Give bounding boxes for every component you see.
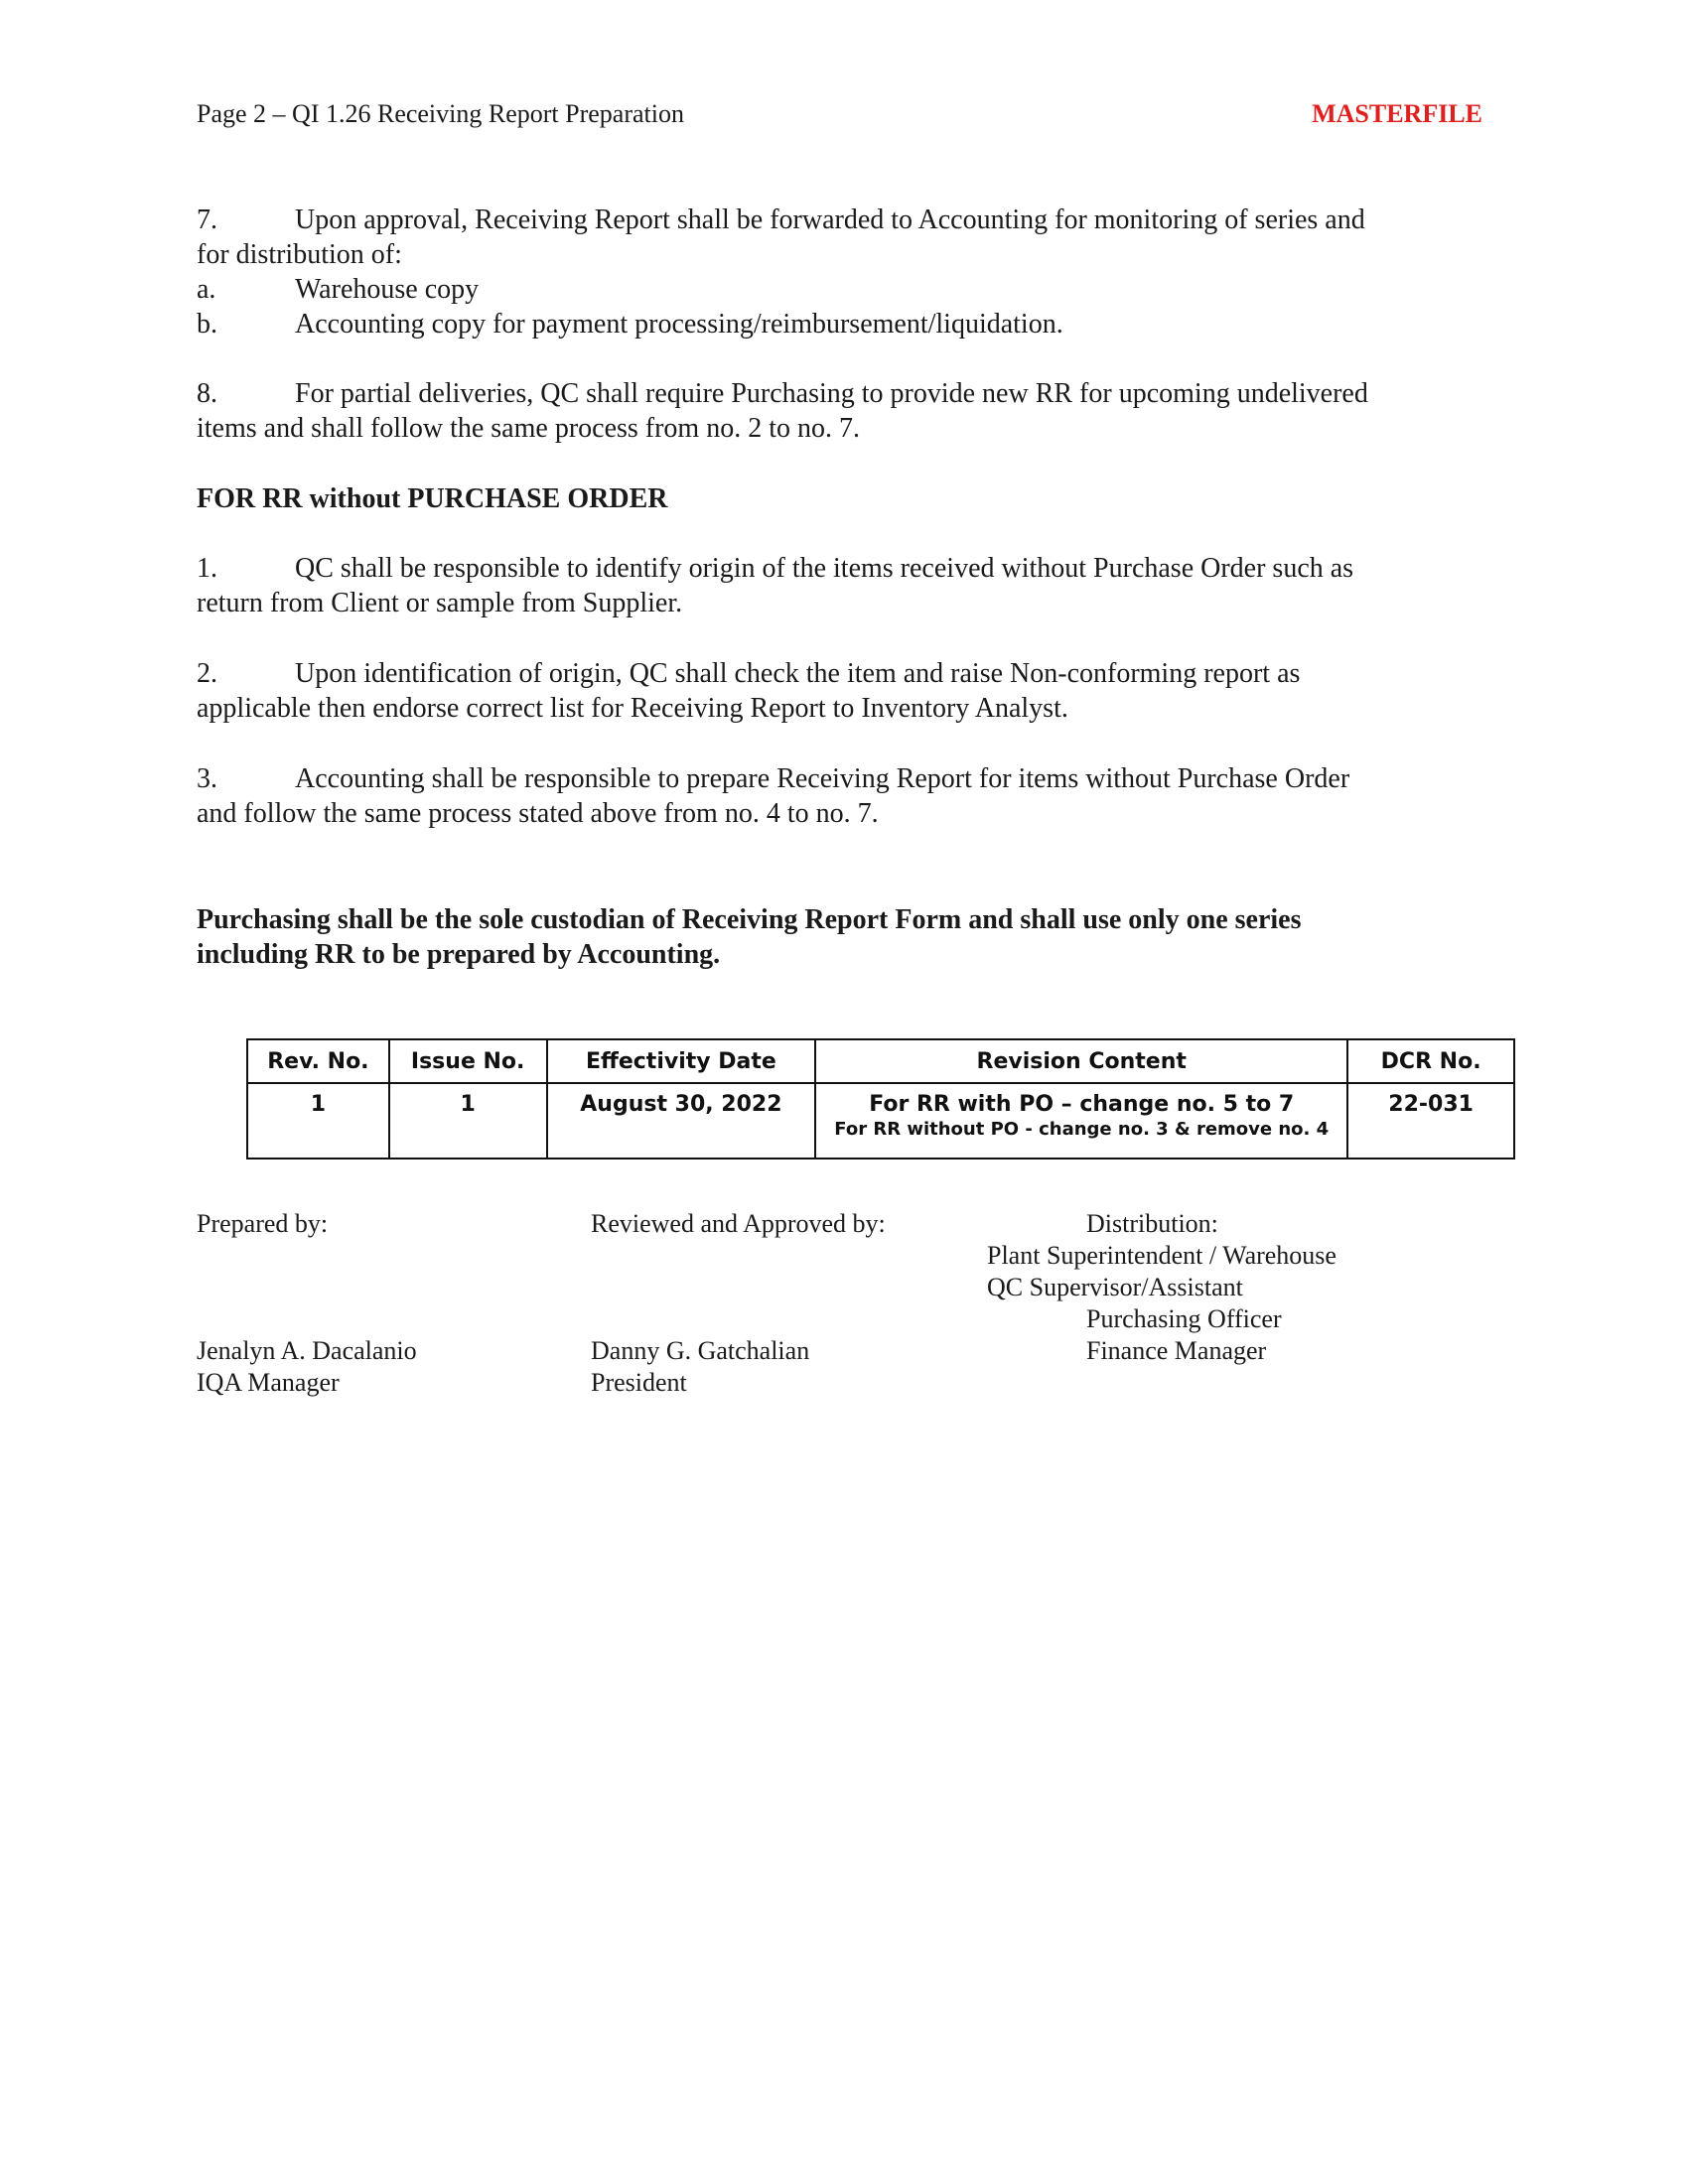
sub-item-text: Warehouse copy [295,274,480,305]
item-7 [197,203,1487,341]
header-dcr-no: DCR No. [1347,1039,1514,1083]
distribution-item: QC Supervisor/Assistant [987,1273,1243,1301]
item-number: 1. [197,553,217,584]
item-number: 2. [197,658,217,689]
table-row [247,1083,1514,1159]
cell-revision-content [815,1083,1347,1159]
without-po-item-1 [197,551,1487,620]
header-revision-content: Revision Content [815,1039,1347,1083]
reviewed-name: Danny G. Gatchalian [591,1336,810,1365]
section-heading: FOR RR without PURCHASE ORDER [197,483,668,514]
item-8 [197,376,1487,446]
page-title: Page 2 – QI 1.26 Receiving Report Preparation [197,99,684,128]
distribution-item: Finance Manager [1086,1336,1267,1365]
header-rev-no: Rev. No. [247,1039,389,1083]
item-text-continued: return from Client or sample from Supplier. [197,588,683,618]
note-line: including RR to be prepared by Accounting. [197,939,721,970]
item-number: 8. [197,378,217,409]
note-line: Purchasing shall be the sole custodian of Receiving Report Form and shall use only one series [197,904,1302,935]
distribution-item: Purchasing Officer [1086,1304,1282,1333]
page-header [197,99,1482,139]
reviewed-label: Reviewed and Approved by: [591,1209,886,1238]
prepared-title: IQA Manager [197,1368,340,1397]
sub-item-letter: a. [197,274,216,305]
header-issue-no: Issue No. [389,1039,547,1083]
cell-dcr-no: 22-031 [1347,1083,1514,1159]
prepared-name: Jenalyn A. Dacalanio [197,1336,417,1365]
header-effectivity-date: Effectivity Date [547,1039,816,1083]
item-text-continued: applicable then endorse correct list for Receiving Report to Inventory Analyst. [197,693,1068,724]
revision-content-sub: For RR without PO - change no. 3 & remove no. 4 [834,1119,1330,1140]
sub-item-text: Accounting copy for payment processing/reimbursement/liquidation. [295,309,1063,340]
item-text-continued: and follow the same process stated above from no. 4 to no. 7. [197,798,879,829]
prepared-signatory [197,1335,417,1399]
cell-issue-no: 1 [389,1083,547,1159]
reviewed-signatory [591,1335,809,1399]
item-number: 3. [197,763,217,794]
cell-rev-no: 1 [247,1083,389,1159]
distribution-list [987,1240,1336,1367]
prepared-label: Prepared by: [197,1209,329,1238]
table-header-row [247,1039,1514,1083]
custodian-note [197,902,1487,972]
item-text: For partial deliveries, QC shall require Purchasing to provide new RR for upcoming undelivered [295,378,1368,409]
item-text: Upon identification of origin, QC shall check the item and raise Non-conforming report as [295,658,1301,689]
item-text: Accounting shall be responsible to prepare Receiving Report for items without Purchase Order [295,763,1350,794]
item-number: 7. [197,205,217,235]
item-text: Upon approval, Receiving Report shall be forwarded to Accounting for monitoring of series and [295,205,1365,235]
without-po-item-3 [197,761,1487,831]
item-text-continued: items and shall follow the same process from no. 2 to no. 7. [197,413,860,444]
without-po-item-2 [197,656,1487,726]
revision-table [246,1038,1515,1160]
item-text-continued: for distribution of: [197,239,402,270]
distribution-item: Plant Superintendent / Warehouse [987,1241,1336,1270]
reviewed-title: President [591,1368,687,1397]
distribution-label: Distribution: [1086,1209,1218,1238]
cell-effectivity-date: August 30, 2022 [547,1083,816,1159]
item-text: QC shall be responsible to identify origin of the items received without Purchase Order such as [295,553,1354,584]
masterfile-stamp: MASTERFILE [1312,99,1482,128]
sub-item-letter: b. [197,309,217,340]
revision-content-main: For RR with PO – change no. 5 to 7 [869,1092,1295,1117]
